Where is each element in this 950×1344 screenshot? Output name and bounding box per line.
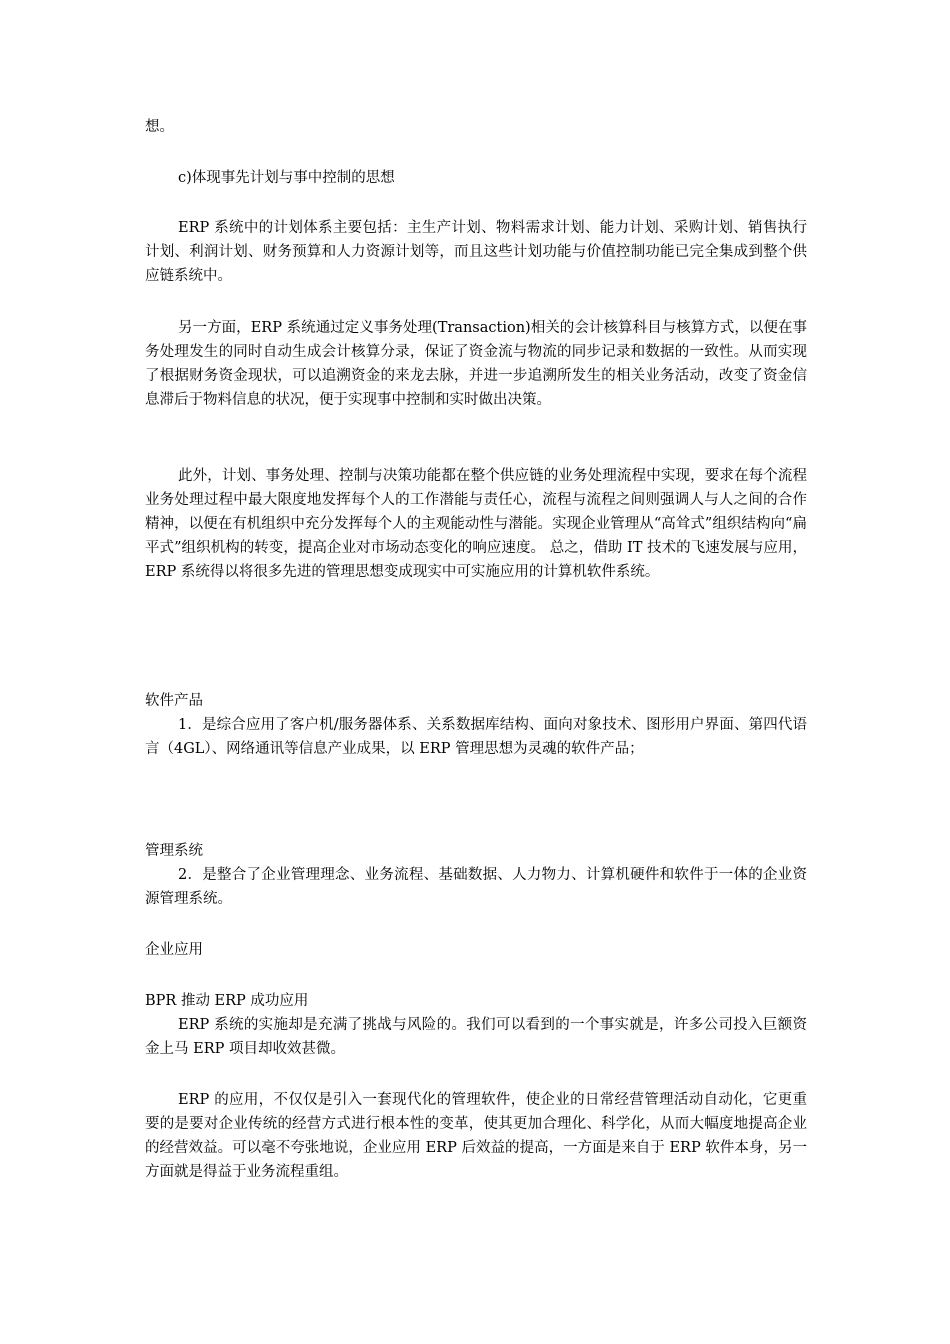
- management-system-heading: 管理系统: [145, 843, 203, 859]
- continued-paragraph: 想。: [145, 119, 174, 135]
- software-product-heading: 软件产品: [145, 693, 203, 709]
- erp-application-paragraph: ERP 的应用，不仅仅是引入一套现代化的管理软件，使企业的日常经营管理活动自动化，它更重要的是要对企业传统的经营方式进行根本性的变革，使其更加合理化、科学化，从而大幅度地提高企业的经营效益。可以毫不夸张地说，企业应用 ERP 后效益的提高，一方面是来自于 ERP 软件本身，另一方面就是得益于业务流程重组。: [145, 1092, 807, 1180]
- section-c-heading: c)体现事先计划与事中控制的思想: [178, 170, 395, 186]
- bpr-paragraph: ERP 系统的实施却是充满了挑战与风险的。我们可以看到的一个事实就是，许多公司投入巨额资金上马 ERP 项目却收效甚微。: [145, 1017, 807, 1057]
- software-product-paragraph: 1．是综合应用了客户机/服务器体系、关系数据库结构、面向对象技术、图形用户界面、第四代语言（4GL）、网络通讯等信息产业成果，以 ERP 管理思想为灵魂的软件产品；: [145, 717, 807, 757]
- process-paragraph: 此外，计划、事务处理、控制与决策功能都在整个供应链的业务处理流程中实现，要求在每个流程业务处理过程中最大限度地发挥每个人的工作潜能与责任心，流程与流程之间则强调人与人之间的合作精神，以便在有机组织中充分发挥每个人的主观能动性与潜能。实现企业管理从“高耸式”组织结构向“扁平式”组织机构的转变，提高企业对市场动态变化的响应速度。 总之，借助 IT 技术的飞速发展与应用，ERP 系统得以将很多先进的管理思想变成现实中可实施应用的计算机软件系统。: [145, 468, 807, 580]
- enterprise-application-heading: 企业应用: [145, 942, 203, 958]
- plan-system-paragraph: ERP 系统中的计划体系主要包括：主生产计划、物料需求计划、能力计划、采购计划、销售执行计划、利润计划、财务预算和人力资源计划等，而且这些计划功能与价值控制功能已完全集成到整个供应链系统中。: [145, 220, 807, 284]
- transaction-paragraph: 另一方面，ERP 系统通过定义事务处理(Transaction)相关的会计核算科目与核算方式，以便在事务处理发生的同时自动生成会计核算分录，保证了资金流与物流的同步记录和数据的一致性。从而实现了根据财务资金现状，可以追溯资金的来龙去脉，并进一步追溯所发生的相关业务活动，改变了资金信息滞后于物料信息的状况，便于实现事中控制和实时做出决策。: [145, 320, 807, 408]
- management-system-paragraph: 2．是整合了企业管理理念、业务流程、基础数据、人力物力、计算机硬件和软件于一体的企业资源管理系统。: [145, 867, 807, 907]
- bpr-heading: BPR 推动 ERP 成功应用: [145, 993, 309, 1009]
